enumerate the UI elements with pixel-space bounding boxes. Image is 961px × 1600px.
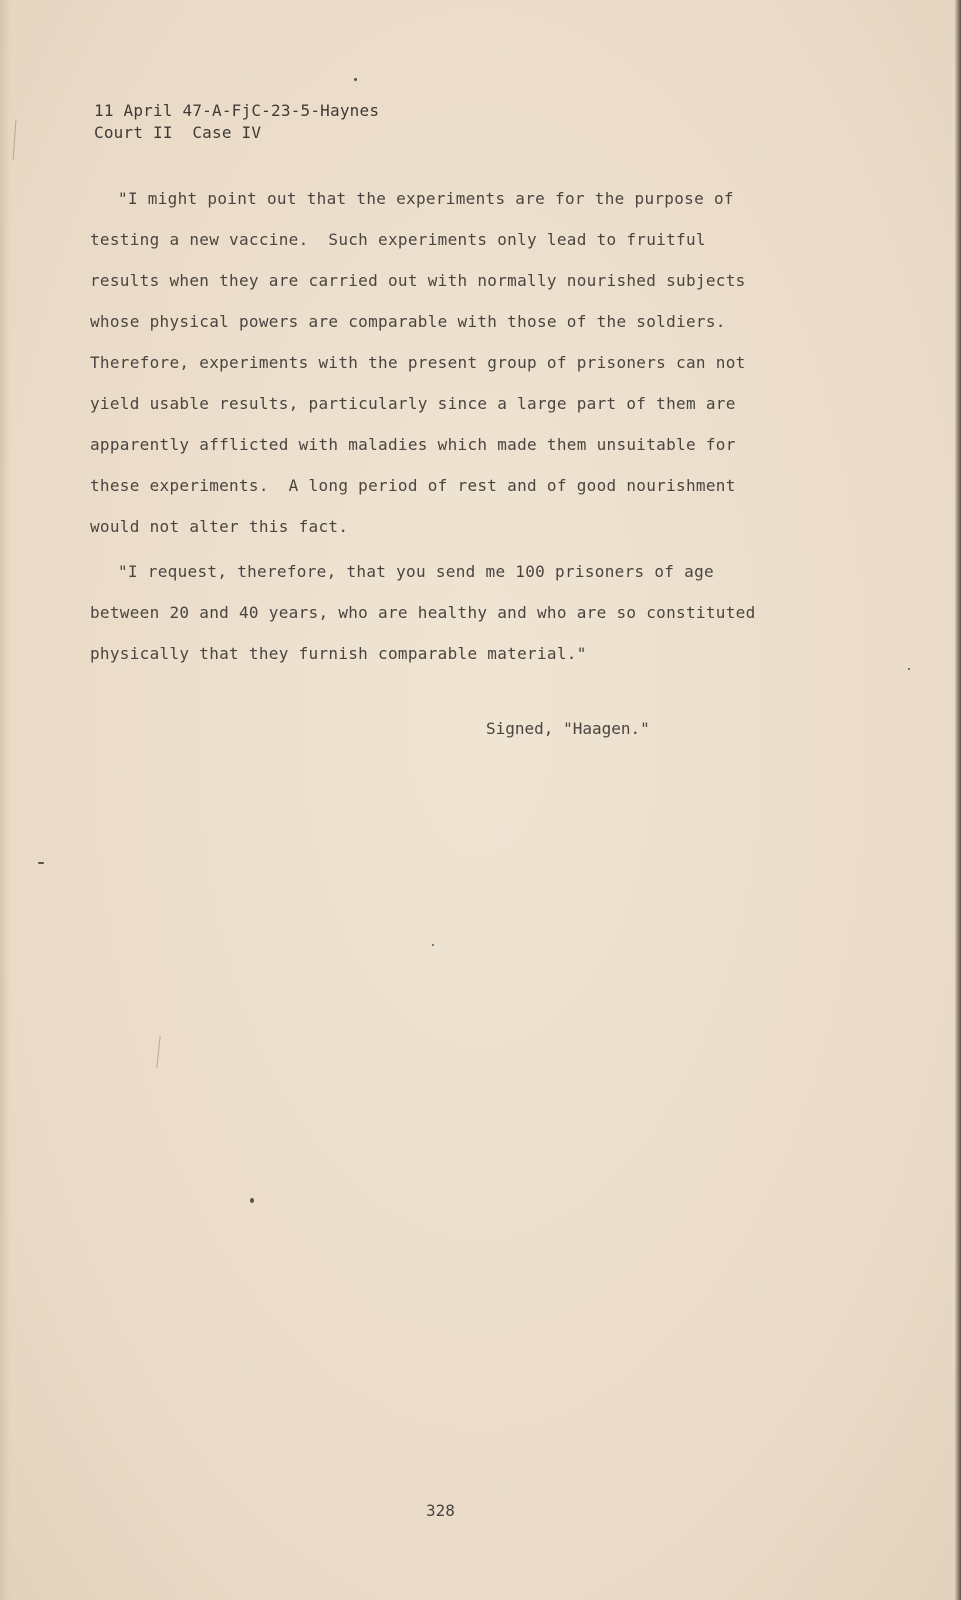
paragraph-line: testing a new vaccine. Such experiments only lead to fruitful	[90, 230, 706, 249]
paragraph-2	[90, 551, 780, 674]
header-court-case: Court II Case IV	[94, 123, 262, 142]
paragraph-line: apparently afflicted with maladies which made them unsuitable for	[90, 435, 736, 454]
paragraph-line: results when they are carried out with normally nourished subjects	[90, 271, 746, 290]
paragraph-line: physically that they furnish comparable material."	[90, 644, 587, 663]
paragraph-line: "I request, therefore, that you send me 100 prisoners of age	[118, 562, 714, 581]
paper-speck	[250, 1198, 254, 1203]
paper-speck	[38, 862, 44, 864]
paragraph-line: yield usable results, particularly since a large part of them are	[90, 394, 736, 413]
paper-speck	[908, 668, 910, 670]
paper-scratch	[13, 120, 17, 160]
paragraph-line: "I might point out that the experiments are for the purpose of	[118, 189, 734, 208]
paragraph-line: Therefore, experiments with the present group of prisoners can not	[90, 353, 746, 372]
header-date-reference: 11 April 47-A-FjC-23-5-Haynes	[94, 101, 380, 120]
page-number: 328	[426, 1501, 455, 1520]
paragraph-1	[90, 178, 780, 547]
page-right-edge	[955, 0, 961, 1600]
page-left-edge	[0, 0, 10, 1600]
document-header	[94, 100, 379, 144]
paragraph-line: these experiments. A long period of rest and of good nourishment	[90, 476, 736, 495]
signature-line: Signed, "Haagen."	[486, 719, 650, 738]
paper-speck	[354, 78, 357, 81]
paragraph-line: would not alter this fact.	[90, 517, 349, 536]
paragraph-line: whose physical powers are comparable with those of the soldiers.	[90, 312, 726, 331]
paper-speck	[432, 944, 434, 946]
paragraph-line: between 20 and 40 years, who are healthy and who are so constituted	[90, 603, 756, 622]
paper-scratch	[156, 1036, 160, 1068]
